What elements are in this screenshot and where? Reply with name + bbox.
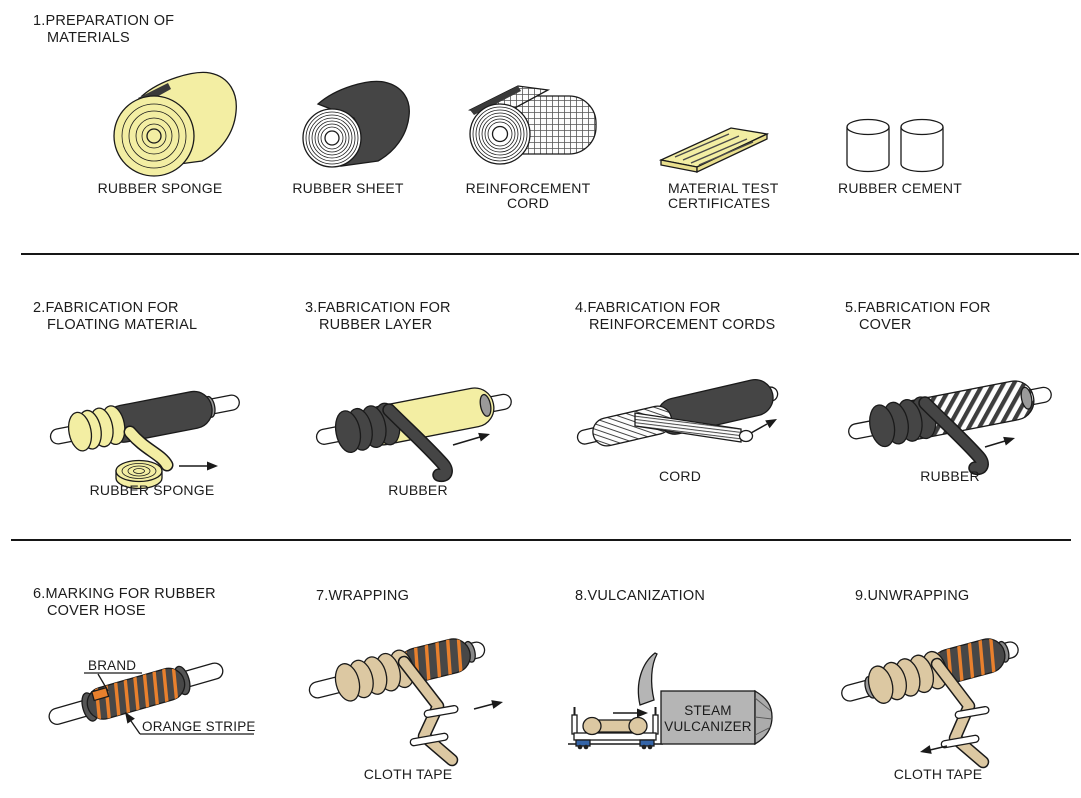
step1-title-line2: MATERIALS (47, 30, 130, 46)
arrow-left-icon (919, 745, 947, 756)
step9-title: 9.UNWRAPPING (855, 588, 970, 604)
rubber-sponge-illustration (108, 66, 253, 178)
reinforcement-cord-label: REINFORCEMENT CORD (465, 180, 591, 211)
step1-title-line1: 1.PREPARATION OF (33, 13, 175, 29)
rubber-cement-illustration (843, 115, 948, 180)
step7-caption: CLOTH TAPE (363, 766, 453, 782)
reinforcement-cords-illustration (565, 355, 805, 485)
arrow-right-icon (453, 430, 491, 445)
rubber-cement-label: RUBBER CEMENT (838, 180, 962, 196)
vulcanizer-label-line1: STEAM (684, 703, 732, 718)
step4-title: 4.FABRICATION FOR REINFORCEMENT CORDS (575, 300, 776, 333)
step1-title (33, 13, 174, 47)
step2-title: 2.FABRICATION FOR FLOATING MATERIAL (33, 300, 198, 333)
rubber-sheet-label: RUBBER SHEET (292, 180, 404, 196)
reinforcement-cord-illustration (462, 70, 602, 172)
step3-caption: RUBBER (388, 482, 448, 498)
step4-caption: CORD (658, 468, 702, 484)
section-divider-2 (11, 539, 1071, 541)
brand-annotation: BRAND (88, 658, 137, 673)
vulcanizer-label-line2: VULCANIZER (664, 719, 752, 734)
vulcanization-illustration (558, 643, 803, 783)
arrow-right-icon (985, 434, 1016, 447)
rubber-sheet-illustration (292, 76, 427, 171)
step8-title: 8.VULCANIZATION (575, 588, 706, 604)
material-test-certificates-label: MATERIAL TEST CERTIFICATES (668, 180, 779, 211)
unwrapping-illustration (833, 612, 1078, 777)
material-test-certificates-illustration (655, 120, 775, 175)
wrapping-illustration (300, 612, 535, 777)
step5-caption: RUBBER (920, 468, 980, 484)
section-divider-1 (21, 253, 1079, 255)
step3-title: 3.FABRICATION FOR RUBBER LAYER (305, 300, 451, 333)
step6-title: 6.MARKING FOR RUBBER COVER HOSE (33, 586, 216, 619)
step5-title: 5.FABRICATION FOR COVER (845, 300, 991, 333)
step2-caption: RUBBER SPONGE (89, 482, 215, 498)
vulcanizer-door (638, 653, 657, 705)
arrow-right-icon (474, 698, 504, 709)
arrow-right-icon (613, 709, 648, 718)
arrow-right-icon (751, 415, 779, 433)
marking-illustration (28, 645, 268, 763)
arrow-right-icon (179, 462, 218, 471)
step7-title: 7.WRAPPING (316, 588, 410, 604)
orange-stripe-annotation: ORANGE STRIPE (142, 719, 256, 734)
rubber-sponge-label: RUBBER SPONGE (97, 180, 223, 196)
step9-caption: CLOTH TAPE (893, 766, 983, 782)
